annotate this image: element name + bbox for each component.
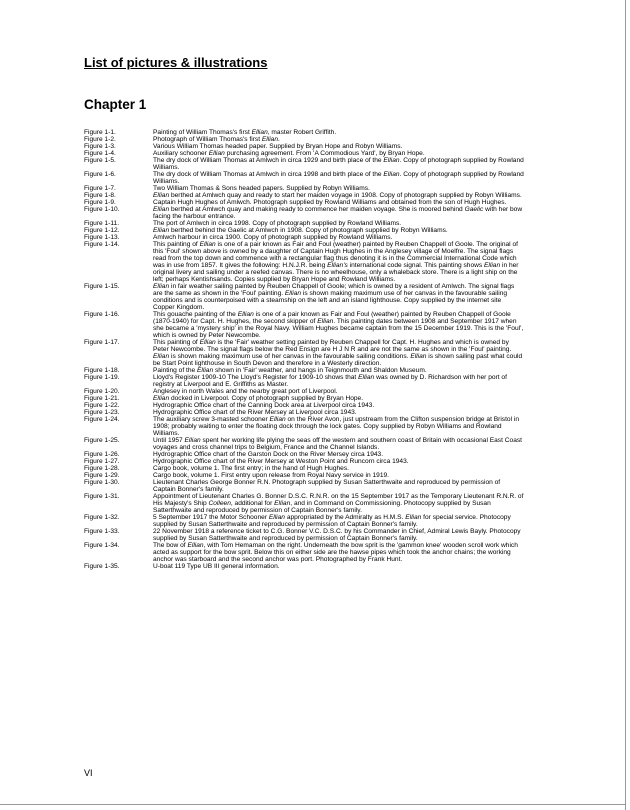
figure-entry <box>84 472 524 479</box>
figure-description: The bow of Ellian, with Tom Hemaman on the right. Underneath the bow sprit is the 'gammon knee' wooden scroll work which acted as support for the bow sprit. Below this on either side are the hawse pipes which took the anchor chains; the working anchor was starboard and the second anchor was port. Photographed by Frank Hunt. <box>153 542 518 563</box>
figure-entry <box>84 374 524 388</box>
figure-description: Painting of the Ellian shown in 'Fair' weather, and hangs in Teignmouth and Shaldon Museum. <box>153 367 427 374</box>
figure-entry <box>84 416 524 437</box>
figure-description: Painting of William Thomas's first Ellian, master Robert Griffith. <box>153 129 337 136</box>
figure-description: Hydrographic Office chart of the River Mersey at Weston Point and Runcorn circa 1943. <box>153 458 409 465</box>
figure-label: Figure 1-30. <box>84 479 120 486</box>
figure-label: Figure 1-18. <box>84 367 120 374</box>
figure-label: Figure 1-4. <box>84 150 116 157</box>
figure-label: Figure 1-22. <box>84 402 120 409</box>
figure-label: Figure 1-8. <box>84 192 116 199</box>
figure-label: Figure 1-27. <box>84 458 120 465</box>
figure-entry <box>84 199 524 206</box>
figure-label: Figure 1-26. <box>84 451 120 458</box>
figure-description: This painting of Ellian is one of a pair known as Fair and Foul (weather) painted by Reuben Chappell of Goole. The original of this 'Foul' shown above is owned by a daughter of Captain Hugh Hughes in the Anglesey village of Moelfre. The signal flags read from the top down and commence with a rectangular flag thus denoting it is in the Commercial International Code which was in use from 1857. It gives the following: H.N.J.R. being Ellian's international code signal. This painting shows Ellian in her original livery and sailing under a reefed canvas. There is no wheelhouse, only a whaleback store. There is a light ship on the left; perhaps Kentishsands. Copies supplied by Bryan Hope and Rowland Williams. <box>153 241 519 283</box>
figure-entry <box>84 227 524 234</box>
figure-description: Captain Hugh Hughes of Amlwch. Photograph supplied by Rowland Williams and obtained from the son of Hugh Hughes. <box>153 199 507 206</box>
figure-description: Ellian berthed at Amlwch quay and making ready to commence her maiden voyage. She is moored behind Gaelic with her bow facing the harbour entrance. <box>153 206 523 220</box>
figure-entry <box>84 129 524 136</box>
figure-entry <box>84 451 524 458</box>
figure-description: Appointment of Lieutenant Charles G. Bonner D.S.C. R.N.R. on the 15 September 1917 as the Temporary Lieutenant R.N.R. of His Majesty's Ship Colleen, additional for Ellian, and in Command on Commissioning. Photocopy supplied by Susan Satterthwaite and reproduced by permission of Captain Bonner's family. <box>153 493 524 514</box>
page-number: VI <box>84 768 93 778</box>
page-edge-bottom <box>0 804 626 805</box>
figure-label: Figure 1-17. <box>84 339 120 346</box>
chapter-heading: Chapter 1 <box>84 97 147 112</box>
figure-entry <box>84 493 524 514</box>
figure-description: Cargo book, volume 1. First entry upon release from Royal Navy service in 1919. <box>153 472 390 479</box>
figure-entry <box>84 220 524 227</box>
figure-description: Ellian berthed at Amlwch quay and ready to start her maiden voyage in 1908. Copy of photograph supplied by Robyn Williams. <box>153 192 522 199</box>
figure-entry <box>84 192 524 199</box>
figure-entry <box>84 157 524 171</box>
figure-label: Figure 1-23. <box>84 409 120 416</box>
figure-description: The dry dock of William Thomas at Amlwch in circa 1929 and birth place of the Ellian. Copy of photograph supplied by Rowland Williams. <box>153 157 524 171</box>
figure-label: Figure 1-7. <box>84 185 116 192</box>
figure-entry <box>84 402 524 409</box>
figure-label: Figure 1-12. <box>84 227 120 234</box>
figure-label: Figure 1-13. <box>84 234 120 241</box>
figure-entry <box>84 514 524 528</box>
figure-description: Photograph of William Thomas's first Ellian. <box>153 136 280 143</box>
figure-entry <box>84 171 524 185</box>
figure-label: Figure 1-29. <box>84 472 120 479</box>
figure-entry <box>84 206 524 220</box>
figure-label: Figure 1-34. <box>84 542 120 549</box>
figure-label: Figure 1-5. <box>84 157 116 164</box>
figure-label: Figure 1-19. <box>84 374 120 381</box>
figure-description: This painting of Ellian is the 'Fair' weather setting painted by Reuben Chappell for Capt. H. Hughes and which is owned by Peter Newcombe. The signal flags below the Red Ensign are H J N R and are not the same as shown in the 'Foul' painting. Ellian is shown making maximum use of her canvas in the favourable sailing conditions. Ellian is shown sailing past what could be Start Point lighthouse in South Devon and therefore in a Westerly direction. <box>153 339 523 367</box>
figure-entry <box>84 185 524 192</box>
figure-description: Ellian docked in Liverpool. Copy of photograph supplied by Bryan Hope. <box>153 395 364 402</box>
figure-description: U-boat 119 Type UB III general information. <box>153 563 280 570</box>
figure-label: Figure 1-24. <box>84 416 120 423</box>
figure-entry <box>84 409 524 416</box>
figure-description: Hydrographic Office chart of the Garston Dock on the River Mersey circa 1943. <box>153 451 384 458</box>
figure-entry <box>84 150 524 157</box>
figure-description: Until 1957 Ellian spent her working life plying the seas off the western and southern coast of Britain with occasional East Coast voyages and cross channel trips to Belgium, France and the Channel Islands. <box>153 437 522 451</box>
figure-description: Lieutenant Charles George Bonner R.N. Photograph supplied by Susan Satterthwaite and reproduced by permission of Captain Bonner's family. <box>153 479 501 493</box>
figure-entry <box>84 437 524 451</box>
figure-description: Amlwch harbour in circa 1900. Copy of photograph supplied by Rowland Williams. <box>153 234 393 241</box>
figure-label: Figure 1-3. <box>84 143 116 150</box>
figure-label: Figure 1-15. <box>84 283 120 290</box>
figure-label: Figure 1-21. <box>84 395 120 402</box>
figure-description: Auxiliary schooner Ellian purchasing agreement. From 'A Commodious Yard', by Bryan Hope. <box>153 150 425 157</box>
figure-description: Hydrographic Office chart of the River Mersey at Liverpool circa 1943. <box>153 409 357 416</box>
figure-label: Figure 1-2. <box>84 136 116 143</box>
figure-description: The auxiliary screw 3-masted schooner Ellian on the River Avon, just upstream from the Clifton suspension bridge at Bristol in 1908; probably waiting to enter the floating dock through the lock gates. Copy supplied by Robyn Williams and Rowland Williams. <box>153 416 520 437</box>
figure-entry <box>84 143 524 150</box>
figure-label: Figure 1-1. <box>84 129 116 136</box>
figure-entry <box>84 395 524 402</box>
figure-label: Figure 1-9. <box>84 199 116 206</box>
figure-description: Ellian in fair weather sailing painted by Reuben Chappell of Goole; which is owned by a resident of Amlwch. The signal flags are the same as shown in the 'Foul' painting. Ellian is shown making maximum use of her canvas in the favourable sailing conditions and is counterpoised with a steamship on the left and an island lighthouse. Copy supplied by the internet site Copper Kingdom. <box>153 283 515 311</box>
figure-entry <box>84 458 524 465</box>
figure-entry <box>84 542 524 563</box>
figure-description: Anglesey in north Wales and the nearby great port of Liverpool. <box>153 388 338 395</box>
figure-label: Figure 1-35. <box>84 563 120 570</box>
figure-description: Ellian berthed behind the Gaelic at Amlwch in 1908. Copy of photograph supplied by Robyn Williams. <box>153 227 448 234</box>
figure-label: Figure 1-11. <box>84 220 120 227</box>
figure-label: Figure 1-10. <box>84 206 120 213</box>
figure-label: Figure 1-28. <box>84 465 120 472</box>
figure-entry <box>84 311 524 339</box>
figure-entry <box>84 479 524 493</box>
figure-entry <box>84 339 524 367</box>
figure-label: Figure 1-31. <box>84 493 120 500</box>
figure-label: Figure 1-32. <box>84 514 120 521</box>
figure-entry <box>84 388 524 395</box>
figure-entry <box>84 465 524 472</box>
figure-label: Figure 1-16. <box>84 311 120 318</box>
figure-label: Figure 1-25. <box>84 437 120 444</box>
figure-description: Hydrographic Office chart of the Canning Dock area at Liverpool circa 1943. <box>153 402 375 409</box>
figure-entry <box>84 136 524 143</box>
figure-label: Figure 1-14. <box>84 241 120 248</box>
figure-entry <box>84 241 524 283</box>
figure-description: Lloyd's Register 1909-10 The Lloyd's Register for 1909-10 shows that Ellian was owned by D. Richardson with her port of registry at Liverpool and E. Griffiths as Master. <box>153 374 507 388</box>
figure-entry <box>84 367 524 374</box>
figure-description: Cargo book, volume 1. The first entry; in the hand of Hugh Hughes. <box>153 465 349 472</box>
figure-label: Figure 1-20. <box>84 388 120 395</box>
page-title: List of pictures & illustrations <box>84 55 268 70</box>
figure-entry <box>84 283 524 311</box>
figure-description: The port of Amlwch in circa 1998. Copy of photograph supplied by Rowland Williams. <box>153 220 402 227</box>
figure-label: Figure 1-6. <box>84 171 116 178</box>
figure-description: 5 September 1917 the Motor Schooner Ellian appropriated by the Admiralty as H.M.S. Ellian for special service. Photocopy supplied by Susan Satterthwaite and reproduced by permission of Captain Bonner's family. <box>153 514 511 528</box>
page-edge-right <box>625 0 626 810</box>
figure-list <box>84 129 524 570</box>
figure-entry <box>84 563 524 570</box>
figure-description: The dry dock of William Thomas at Amlwch in circa 1998 and birth place of the Ellian. Copy of photograph supplied by Rowland Williams. <box>153 171 524 185</box>
figure-entry <box>84 234 524 241</box>
figure-description: 22 November 1918 a reference ticket to C.G. Bonner V.C. D.S.C. by his Commander in Chief, Admiral Lewis Bayly. Photocopy supplied by Susan Satterthwaite and reproduced by permission of Captain Bonner's family. <box>153 528 521 542</box>
figure-entry <box>84 528 524 542</box>
figure-description: Various William Thomas headed paper. Supplied by Bryan Hope and Robyn Williams. <box>153 143 403 150</box>
figure-description: This gouache painting of the Ellian is one of a pair known as Fair and Foul (weather) painted by Reuben Chappell of Goole (1870-1940) for Capt. H. Hughes, the second skipper of Ellian. This painting dates between 1908 and September 1917 when she became a 'mystery ship' in the Royal Navy. William Hughes became captain from the 15 December 1919. This is the 'Foul', which is owned by Peter Newcombe. <box>153 311 524 339</box>
figure-label: Figure 1-33. <box>84 528 120 535</box>
figure-description: Two William Thomas & Sons headed papers. Supplied by Robyn Williams. <box>153 185 370 192</box>
